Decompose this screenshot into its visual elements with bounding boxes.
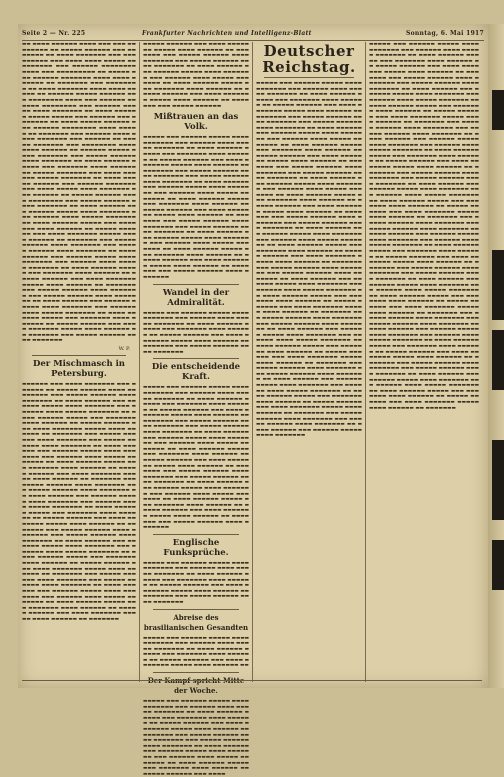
article-text: ▬▬▬▬▬ ▬▬▬ ▬▬▬▬▬▬ ▬▬▬▬▬ ▬▬▬▬ ▬▬▬▬▬▬▬ ▬▬▬ ▬▬▬▬▬▬ ▬▬▬▬ ▬▬▬▬▬ ▬▬▬▬▬▬▬ ▬▬ ▬▬▬▬ ▬▬▬▬▬▬ ▬▬▬▬▬ ▬▬▬ ▬▬▬▬▬▬▬ ▬▬▬▬ ▬▬▬▬▬▬ ▬▬ ▬▬▬▬▬ ▬▬▬▬▬▬ ▬▬▬ ▬▬▬▬ ▬▬▬▬▬▬▬ ▬▬▬▬▬ ▬▬▬▬ ▬▬▬▬▬▬ ▬▬ ▬▬▬▬▬▬▬ ▬▬▬ ▬▬▬▬▬ ▬▬▬▬▬▬ ▬▬▬▬ ▬▬▬▬▬▬▬ ▬▬▬ ▬▬▬▬▬ ▬▬▬▬▬▬ ▬▬▬▬ ▬▬▬▬▬▬▬ ▬▬ ▬▬▬▬ ▬▬▬▬▬▬ ▬▬▬ ▬▬▬▬▬▬ ▬▬▬▬▬ ▬▬▬▬ ▬▬▬▬▬▬▬ ▬▬▬ ▬▬▬▬▬▬ ▬▬▬▬ ▬▬▬▬▬ ▬▬▬▬▬▬▬ ▬▬ ▬▬▬▬ ▬▬▬▬▬▬ ▬▬▬▬▬ ▬▬▬ ▬▬▬▬▬▬▬ ▬▬▬▬ ▬▬▬▬▬▬ ▬▬ ▬▬▬▬▬ ▬▬▬▬▬▬ ▬▬▬ ▬▬▬▬ — [143, 699, 249, 777]
edge-mark — [492, 250, 504, 320]
column-rule — [139, 42, 140, 682]
headline-funk: Englische Funksprüche. — [163, 537, 229, 558]
headline-kraft: Die entscheidende Kraft. — [151, 362, 241, 383]
page-header — [22, 30, 484, 41]
article-signature: W. P. — [118, 346, 130, 353]
article-text: ▬▬▬▬▬ ▬▬▬ ▬▬▬▬▬▬ ▬▬▬▬▬ ▬▬▬▬ ▬▬▬▬▬▬▬ ▬▬▬ ▬▬▬▬▬▬ ▬▬▬▬ ▬▬▬▬▬ ▬▬▬▬▬▬▬ ▬▬ ▬▬▬▬ ▬▬▬▬▬▬ ▬▬▬▬▬ ▬▬▬ ▬▬▬▬▬▬▬ ▬▬▬▬ ▬▬▬▬▬▬ ▬▬ ▬▬▬▬▬ ▬▬▬▬▬▬ ▬▬▬ ▬▬▬▬ ▬▬▬▬▬▬▬ ▬▬▬▬▬ ▬▬▬▬ ▬▬▬▬▬▬ ▬▬ ▬▬▬▬▬▬▬ ▬▬▬ ▬▬▬▬▬ ▬▬▬▬▬▬ ▬▬▬▬ ▬▬▬▬▬▬▬ ▬▬▬ ▬▬▬▬▬ ▬▬▬▬▬▬ ▬▬▬▬ ▬▬▬▬▬▬▬ ▬▬ ▬▬▬▬ ▬▬▬▬▬▬ ▬▬▬ ▬▬▬▬▬▬ ▬▬▬▬▬ ▬▬▬▬ ▬▬▬▬▬▬▬ ▬▬▬ ▬▬▬▬▬▬ ▬▬▬▬ ▬▬▬▬▬ ▬▬▬▬▬▬▬ ▬▬ ▬▬▬▬ ▬▬▬▬▬▬ ▬▬▬▬▬ ▬▬▬ ▬▬▬▬▬▬▬ ▬▬▬▬ ▬▬▬▬▬▬ ▬▬ ▬▬▬▬▬ ▬▬▬▬▬▬ ▬▬▬ ▬▬▬▬ ▬▬▬▬▬▬▬ ▬▬▬▬▬ ▬▬▬▬ ▬▬▬▬▬▬ ▬▬ ▬▬▬▬▬▬▬ ▬▬▬ ▬▬▬▬▬ ▬▬▬▬▬▬ ▬▬▬▬ ▬▬▬▬▬▬▬ ▬▬▬ ▬▬▬▬▬ ▬▬▬▬▬▬ ▬▬▬▬ ▬▬▬▬▬▬▬ ▬▬ ▬▬▬▬ ▬▬▬▬▬▬ ▬▬▬ ▬▬▬▬▬▬ ▬▬▬▬▬ ▬▬▬▬ ▬▬▬▬▬▬▬ ▬▬▬ ▬▬▬▬▬▬ ▬▬▬▬ ▬▬▬▬▬ ▬▬▬▬▬▬▬ ▬▬ ▬▬▬▬ ▬▬▬▬▬▬ ▬▬▬▬▬ ▬▬▬ ▬▬▬▬▬▬▬ ▬▬▬▬ ▬▬▬▬▬▬ ▬▬ ▬▬▬▬▬ ▬▬▬▬▬▬ ▬▬▬ ▬▬▬▬ ▬▬▬▬▬▬▬ ▬▬▬▬▬ ▬▬▬▬ ▬▬▬▬▬▬ ▬▬ ▬▬▬▬▬▬▬ ▬▬▬ ▬▬▬▬▬ ▬▬▬▬▬▬ ▬▬▬▬ ▬▬▬▬▬▬▬ ▬▬▬ ▬▬▬▬▬ ▬▬▬▬▬▬ ▬▬▬▬ ▬▬▬▬▬▬▬ ▬▬ ▬▬▬▬ ▬▬▬▬▬▬ ▬▬▬ ▬▬▬▬▬▬ ▬▬▬▬▬ ▬▬▬▬ ▬▬▬▬▬▬▬ ▬▬▬ ▬▬▬▬▬▬ ▬▬▬▬ ▬▬▬▬▬ ▬▬▬▬▬▬▬ ▬▬ ▬▬▬▬ ▬▬▬▬▬▬ ▬▬▬▬▬ ▬▬▬ ▬▬▬▬▬▬▬ ▬▬▬▬ ▬▬▬▬▬▬ ▬▬ ▬▬▬▬▬ ▬▬▬▬▬▬ ▬▬▬ ▬▬▬▬ ▬▬▬▬▬▬▬ ▬▬▬▬▬ ▬▬▬▬ ▬▬▬▬▬▬ ▬▬ ▬▬▬▬▬▬▬ ▬▬▬ ▬▬▬▬▬ ▬▬▬▬▬▬ ▬▬▬▬ ▬▬▬▬▬▬▬ ▬▬▬ ▬▬▬▬▬ ▬▬▬▬▬▬ ▬▬▬▬ ▬▬▬▬▬▬▬ ▬▬ ▬▬▬▬ ▬▬▬▬▬▬ ▬▬▬ ▬▬▬▬▬▬ ▬▬▬▬▬ ▬▬▬▬ ▬▬▬▬▬▬▬ ▬▬▬ ▬▬▬▬▬▬ ▬▬▬▬ ▬▬▬▬▬ ▬▬▬▬▬▬▬ ▬▬ ▬▬▬▬ ▬▬▬▬▬▬ ▬▬▬▬▬ ▬▬▬ ▬▬▬▬▬▬▬ ▬▬▬▬ ▬▬▬▬▬▬ ▬▬ ▬▬▬▬▬ ▬▬▬▬▬▬ ▬▬▬ ▬▬▬▬ ▬▬▬▬▬▬▬ ▬▬▬▬▬ ▬▬▬▬ ▬▬▬▬▬▬ ▬▬ ▬▬▬▬▬▬▬ ▬▬▬ ▬▬▬▬▬ ▬▬▬▬▬▬ ▬▬▬▬ ▬▬▬▬▬▬▬ ▬▬▬ ▬▬▬▬▬ ▬▬▬▬▬▬ ▬▬▬▬ ▬▬▬▬▬▬▬ ▬▬ ▬▬▬▬ ▬▬▬▬▬▬ ▬▬▬ ▬▬▬▬▬▬ ▬▬▬▬▬ ▬▬▬▬ ▬▬▬▬▬▬▬ ▬▬▬ ▬▬▬▬▬▬ ▬▬▬▬ ▬▬▬▬▬ ▬▬▬▬▬▬▬ ▬▬ ▬▬▬▬ ▬▬▬▬▬▬ ▬▬▬▬▬ ▬▬▬ ▬▬▬▬▬▬▬ ▬▬▬▬ ▬▬▬▬▬▬ ▬▬ ▬▬▬▬▬ ▬▬▬▬▬▬ ▬▬▬ ▬▬▬▬ ▬▬▬▬▬▬▬ ▬▬▬▬▬ ▬▬▬▬ ▬▬▬▬▬▬ ▬▬ ▬▬▬▬▬▬▬ ▬▬▬ ▬▬▬▬▬ ▬▬▬▬▬▬ ▬▬▬▬ ▬▬▬▬▬▬▬ ▬▬▬ ▬▬▬▬▬ ▬▬▬▬▬▬ ▬▬▬▬ ▬▬▬▬▬▬▬ ▬▬ ▬▬▬▬ ▬▬▬▬▬▬ ▬▬▬ ▬▬▬▬▬▬ ▬▬▬▬▬ ▬▬▬▬ ▬▬▬▬▬▬▬ ▬▬▬ ▬▬▬▬▬▬ ▬▬▬▬ ▬▬▬▬▬ ▬▬▬▬▬▬▬ ▬▬ ▬▬▬▬ ▬▬▬▬▬▬ ▬▬▬▬▬ ▬▬▬ ▬▬▬▬▬▬▬ ▬▬▬▬ ▬▬▬▬▬▬ ▬▬ ▬▬▬▬▬ ▬▬▬▬▬▬ ▬▬▬ ▬▬▬▬ ▬▬▬▬▬▬▬ ▬▬▬▬▬ ▬▬▬▬ ▬▬▬▬▬▬ ▬▬ ▬▬▬▬▬▬▬ ▬▬▬ ▬▬▬▬▬ ▬▬▬▬▬▬ ▬▬▬▬ ▬▬▬▬▬▬▬ ▬▬▬ ▬▬▬▬▬ ▬▬▬▬▬▬ ▬▬▬▬ ▬▬▬▬▬▬▬ ▬▬ ▬▬▬▬ ▬▬▬▬▬▬ ▬▬▬ ▬▬▬▬▬▬ ▬▬▬▬▬ ▬▬▬▬ ▬▬▬▬▬▬▬ — [256, 81, 362, 439]
header-page-number: Seite 2 — Nr. 225 — [22, 30, 86, 37]
edge-mark — [492, 440, 504, 520]
column-rule — [365, 42, 366, 682]
divider — [153, 609, 239, 610]
header-date: Sonntag, 6. Mai 1917 — [405, 30, 484, 37]
headline-reichstag: Deutscher Reichstag. — [262, 42, 356, 76]
edge-mark — [492, 330, 504, 390]
column-3 — [256, 42, 362, 678]
header-masthead: Frankfurter Nachrichten und Intelligenz-Blatt — [142, 30, 312, 37]
article-text: ▬▬▬▬▬▬ ▬▬▬ ▬▬▬▬ ▬▬▬▬▬▬▬ ▬▬▬ ▬▬▬▬▬▬ ▬▬ ▬▬▬▬▬ ▬▬▬▬▬▬ ▬▬▬▬ ▬▬▬▬▬▬▬▬ ▬▬▬ ▬▬▬▬▬ ▬▬▬▬▬▬ ▬▬▬▬ ▬▬▬▬▬▬▬ ▬▬ ▬▬▬▬ ▬▬▬▬▬▬ ▬▬▬ ▬▬▬▬▬▬ ▬▬▬▬▬ ▬▬▬▬ ▬▬▬▬▬▬▬ ▬▬▬ ▬▬▬▬▬▬ ▬▬▬▬ ▬▬▬▬▬ ▬▬▬▬▬▬▬ ▬▬ ▬▬▬▬ ▬▬▬▬▬▬ ▬▬▬▬▬ ▬▬▬ ▬▬▬▬▬▬▬ ▬▬▬▬ ▬▬▬▬▬▬ ▬▬ ▬▬▬▬▬ ▬▬▬▬▬▬ ▬▬▬ ▬▬▬▬ ▬▬▬▬▬▬▬ ▬▬▬▬▬ ▬▬▬▬ ▬▬▬▬▬▬ ▬▬ ▬▬▬▬▬▬▬ ▬▬▬ ▬▬▬▬▬ ▬▬▬▬▬▬ ▬▬▬▬ ▬▬▬▬▬▬▬ ▬▬▬ ▬▬▬▬▬ ▬▬▬▬▬▬ ▬▬▬▬ ▬▬▬▬▬▬▬ ▬▬ ▬▬▬▬ ▬▬▬▬▬▬ ▬▬▬ ▬▬▬▬▬▬ ▬▬▬▬▬ ▬▬▬▬ ▬▬▬▬▬▬▬ ▬▬▬ ▬▬▬▬▬▬ ▬▬▬▬ ▬▬▬▬▬ ▬▬▬▬▬▬▬ ▬▬ ▬▬▬▬ ▬▬▬▬▬▬ ▬▬▬▬▬ ▬▬▬ ▬▬▬▬▬▬▬ ▬▬▬▬ ▬▬▬▬▬▬ ▬▬ ▬▬▬▬▬ ▬▬▬▬▬▬ ▬▬▬ ▬▬▬▬ ▬▬▬▬▬▬▬ ▬▬▬▬▬ ▬▬▬▬ ▬▬▬▬▬▬ ▬▬ ▬▬▬▬▬▬▬ ▬▬▬ ▬▬▬▬▬ ▬▬▬▬▬▬ ▬▬▬▬ ▬▬▬▬▬▬▬ ▬▬▬ ▬▬▬▬▬ ▬▬▬▬▬▬ ▬▬▬▬ ▬▬▬▬▬▬▬ ▬▬ ▬▬▬▬ ▬▬▬▬▬▬ ▬▬▬ ▬▬▬▬▬▬ ▬▬▬▬▬ ▬▬▬▬ ▬▬▬▬▬▬▬ ▬▬▬ ▬▬▬▬▬▬ ▬▬▬▬ ▬▬▬▬▬ ▬▬▬▬▬▬▬ ▬▬ ▬▬▬▬ ▬▬▬▬▬▬ ▬▬▬▬▬ ▬▬▬ ▬▬▬▬▬▬▬ ▬▬▬▬ ▬▬▬▬▬▬ ▬▬ ▬▬▬▬▬ ▬▬▬▬▬▬ ▬▬▬ ▬▬▬▬ ▬▬▬▬▬▬▬ ▬▬▬▬▬ ▬▬▬▬ ▬▬▬▬▬▬ ▬▬ ▬▬▬▬▬▬▬ ▬▬▬ ▬▬▬▬▬ ▬▬▬▬▬▬ ▬▬▬▬ ▬▬▬▬▬▬▬ ▬▬▬ ▬▬▬▬▬ ▬▬▬▬▬▬ ▬▬▬▬ ▬▬▬▬▬▬▬ ▬▬ ▬▬▬▬ ▬▬▬▬▬▬ ▬▬▬ ▬▬▬▬▬▬ ▬▬▬▬▬ ▬▬▬▬ ▬▬▬▬▬▬▬ ▬▬▬ ▬▬▬▬▬▬ ▬▬▬▬ ▬▬▬▬▬ ▬▬▬▬▬▬▬ ▬▬ ▬▬▬▬ ▬▬▬▬▬▬ ▬▬▬▬▬ ▬▬▬ ▬▬▬▬▬▬▬ ▬▬▬▬ ▬▬▬▬▬▬ ▬▬ ▬▬▬▬▬ ▬▬▬▬▬▬ ▬▬▬ ▬▬▬▬ ▬▬▬▬▬▬▬ ▬▬▬▬▬ ▬▬▬▬ ▬▬▬▬▬▬ ▬▬ ▬▬▬▬▬▬▬ ▬▬▬ ▬▬▬▬▬ ▬▬▬▬▬▬ ▬▬▬▬ ▬▬▬▬▬▬▬ ▬▬▬ ▬▬▬▬▬ ▬▬▬▬▬▬ ▬▬▬▬ ▬▬▬▬▬▬▬ ▬▬ ▬▬▬▬ ▬▬▬▬▬▬ ▬▬▬ ▬▬▬▬▬▬ ▬▬▬▬▬ ▬▬▬▬ ▬▬▬▬▬▬▬ ▬▬▬ ▬▬▬▬▬▬ ▬▬▬▬ ▬▬▬▬▬ ▬▬▬▬▬▬▬ ▬▬ ▬▬▬▬ ▬▬▬▬▬▬ ▬▬▬▬▬ ▬▬▬ ▬▬▬▬▬▬▬ ▬▬▬▬ ▬▬▬▬▬▬ ▬▬ ▬▬▬▬▬ ▬▬▬▬▬▬ ▬▬▬ ▬▬▬▬ ▬▬▬▬▬▬▬ ▬▬▬▬▬ ▬▬▬▬ ▬▬▬▬▬▬ ▬▬ ▬▬▬▬▬▬▬ — [22, 382, 136, 622]
column-1 — [22, 42, 136, 678]
headline-wandel: Wandel in der Admiralität. — [162, 287, 230, 308]
article-text: ▬▬▬▬▬ ▬▬▬▬▬▬ ▬▬▬ ▬▬▬▬ ▬▬▬▬▬▬▬ ▬▬▬▬▬ ▬▬▬▬ ▬▬▬▬▬▬ ▬▬ ▬▬▬▬▬▬▬ ▬▬▬ ▬▬▬▬▬ ▬▬▬▬▬▬ ▬▬▬▬ ▬▬▬▬▬▬▬ ▬▬▬ ▬▬▬▬▬ ▬▬▬▬▬▬ ▬▬▬▬ ▬▬▬▬▬▬▬ ▬▬ ▬▬▬▬ ▬▬▬▬▬▬ ▬▬▬ ▬▬▬▬▬▬ ▬▬▬▬▬ ▬▬▬▬ ▬▬▬▬▬▬▬ ▬▬▬ ▬▬▬▬▬▬ ▬▬▬▬ ▬▬▬▬▬ ▬▬▬▬▬▬▬ ▬▬ ▬▬▬▬ ▬▬▬▬▬▬ ▬▬▬▬▬ ▬▬▬ ▬▬▬▬▬▬▬ ▬▬▬▬ ▬▬▬▬▬▬ ▬▬ ▬▬▬▬▬ ▬▬▬▬▬▬ ▬▬▬ ▬▬▬▬ ▬▬▬▬▬▬▬ ▬▬▬▬▬ ▬▬▬▬ ▬▬▬▬▬▬ ▬▬ ▬▬▬▬▬▬▬ ▬▬▬ ▬▬▬▬▬ ▬▬▬▬▬▬ — [143, 42, 249, 109]
article-text: ▬▬▬▬▬ ▬▬▬ ▬▬▬▬▬▬ ▬▬▬▬▬ ▬▬▬▬ ▬▬▬▬▬▬▬ ▬▬▬ ▬▬▬▬▬▬ ▬▬▬▬ ▬▬▬▬▬ ▬▬▬▬▬▬▬ ▬▬ ▬▬▬▬ ▬▬▬▬▬▬ ▬▬▬▬▬ ▬▬▬ ▬▬▬▬▬▬▬ ▬▬▬▬ ▬▬▬▬▬▬ ▬▬ ▬▬▬▬▬ ▬▬▬▬▬▬ ▬▬▬ ▬▬▬▬ ▬▬▬▬▬▬▬ ▬▬▬▬▬ ▬▬▬▬ ▬▬▬▬▬▬ ▬▬ — [143, 635, 249, 669]
article-text: ▬▬▬▬▬ ▬▬▬ ▬▬▬▬▬▬ ▬▬▬▬▬ ▬▬▬▬ ▬▬▬▬▬▬▬ ▬▬▬ ▬▬▬▬▬▬ ▬▬▬▬ ▬▬▬▬▬ ▬▬▬▬▬▬▬ ▬▬ ▬▬▬▬ ▬▬▬▬▬▬ ▬▬▬▬▬ ▬▬▬ ▬▬▬▬▬▬▬ ▬▬▬▬ ▬▬▬▬▬▬ ▬▬ ▬▬▬▬▬ ▬▬▬▬▬▬ ▬▬▬ ▬▬▬▬ ▬▬▬▬▬▬▬ ▬▬▬▬▬ ▬▬▬▬ ▬▬▬▬▬▬ ▬▬ ▬▬▬▬▬▬▬ ▬▬▬ ▬▬▬▬▬ ▬▬▬▬▬▬ ▬▬▬▬ ▬▬▬▬▬▬▬ ▬▬▬ ▬▬▬▬▬ ▬▬▬▬▬▬ ▬▬▬▬ ▬▬▬▬▬▬▬ ▬▬ ▬▬▬▬ ▬▬▬▬▬▬ ▬▬▬ ▬▬▬▬▬▬ ▬▬▬▬▬ ▬▬▬▬ ▬▬▬▬▬▬▬ ▬▬▬ ▬▬▬▬▬▬ ▬▬▬▬ ▬▬▬▬▬ ▬▬▬▬▬▬▬ ▬▬ ▬▬▬▬ ▬▬▬▬▬▬ ▬▬▬▬▬ ▬▬▬ ▬▬▬▬▬▬▬ ▬▬▬▬ ▬▬▬▬▬▬ ▬▬ ▬▬▬▬▬ ▬▬▬▬▬▬ ▬▬▬ ▬▬▬▬ ▬▬▬▬▬▬▬ ▬▬▬▬▬ ▬▬▬▬ ▬▬▬▬▬▬ ▬▬ ▬▬▬▬▬▬▬ ▬▬▬ ▬▬▬▬▬ ▬▬▬▬▬▬ ▬▬▬▬ ▬▬▬▬▬▬▬ ▬▬▬ ▬▬▬▬▬ ▬▬▬▬▬▬ ▬▬▬▬ ▬▬▬▬▬▬▬ ▬▬ ▬▬▬▬ ▬▬▬▬▬▬ ▬▬▬ ▬▬▬▬▬▬ ▬▬▬▬▬ ▬▬▬▬ ▬▬▬▬▬▬▬ ▬▬▬ ▬▬▬▬▬▬ ▬▬▬▬ ▬▬▬▬▬ ▬▬▬▬▬▬▬ ▬▬ ▬▬▬▬ ▬▬▬▬▬▬ ▬▬▬▬▬ ▬▬▬ ▬▬▬▬▬▬▬ ▬▬▬▬ ▬▬▬▬▬▬ ▬▬ ▬▬▬▬▬ ▬▬▬▬▬▬ ▬▬▬ ▬▬▬▬ ▬▬▬▬▬▬▬ ▬▬▬▬▬ ▬▬▬▬ ▬▬▬▬▬▬ ▬▬ ▬▬▬▬▬▬▬ ▬▬▬ ▬▬▬▬▬ ▬▬▬▬▬▬ ▬▬▬▬ ▬▬▬▬▬▬▬ ▬▬▬ ▬▬▬▬▬ ▬▬▬▬▬▬ ▬▬▬▬ ▬▬▬▬▬▬▬ ▬▬ ▬▬▬▬ ▬▬▬▬▬▬ ▬▬▬ ▬▬▬▬▬▬ ▬▬▬▬▬ ▬▬▬▬ ▬▬▬▬▬▬▬ ▬▬▬ ▬▬▬▬▬▬ ▬▬▬▬ ▬▬▬▬▬ ▬▬▬▬▬▬▬ ▬▬ ▬▬▬▬ ▬▬▬▬▬▬ ▬▬▬▬▬ ▬▬▬ ▬▬▬▬▬▬▬ ▬▬▬▬ ▬▬▬▬▬▬ ▬▬ ▬▬▬▬▬ ▬▬▬▬▬▬ ▬▬▬ ▬▬▬▬ ▬▬▬▬▬▬▬ ▬▬▬▬▬ ▬▬▬▬ ▬▬▬▬▬▬ ▬▬ ▬▬▬▬▬▬▬ ▬▬▬ ▬▬▬▬▬ ▬▬▬▬▬▬ ▬▬▬▬ ▬▬▬▬▬▬▬ ▬▬▬ ▬▬▬▬▬ ▬▬▬▬▬▬ ▬▬▬▬ ▬▬▬▬▬▬▬ ▬▬ ▬▬▬▬ ▬▬▬▬▬▬ ▬▬▬ ▬▬▬▬▬▬ ▬▬▬▬▬ ▬▬▬▬ ▬▬▬▬▬▬▬ ▬▬▬ ▬▬▬▬▬▬ ▬▬▬▬ ▬▬▬▬▬ ▬▬▬▬▬▬▬ ▬▬ ▬▬▬▬ ▬▬▬▬▬▬ ▬▬▬▬▬ ▬▬▬ ▬▬▬▬▬▬▬ ▬▬▬▬ ▬▬▬▬▬▬ ▬▬ ▬▬▬▬▬ ▬▬▬▬▬▬ ▬▬▬ ▬▬▬▬ ▬▬▬▬▬▬▬ ▬▬▬▬▬ ▬▬▬▬ ▬▬▬▬▬▬ ▬▬ ▬▬▬▬▬▬▬ ▬▬▬ ▬▬▬▬▬ ▬▬▬▬▬▬ ▬▬▬▬ ▬▬▬▬▬▬▬ ▬▬▬ ▬▬▬▬▬ ▬▬▬▬▬▬ ▬▬▬▬ ▬▬▬▬▬▬▬ ▬▬ ▬▬▬▬ ▬▬▬▬▬▬ ▬▬▬ ▬▬▬▬▬▬ ▬▬▬▬▬ ▬▬▬▬ ▬▬▬▬▬▬▬ ▬▬▬ ▬▬▬▬▬▬ ▬▬▬▬ ▬▬▬▬▬ ▬▬▬▬▬▬▬ ▬▬ ▬▬▬▬ ▬▬▬▬▬▬ ▬▬▬▬▬ ▬▬▬ ▬▬▬▬▬▬▬ ▬▬▬▬ ▬▬▬▬▬▬ ▬▬ ▬▬▬▬▬ ▬▬▬▬▬▬ ▬▬▬ ▬▬▬▬ ▬▬▬▬▬▬▬ ▬▬▬▬▬ ▬▬▬▬ ▬▬▬▬▬▬ ▬▬ ▬▬▬▬▬▬▬ ▬▬▬ ▬▬▬▬▬ ▬▬▬▬▬▬ ▬▬▬▬ ▬▬▬▬▬▬▬ ▬▬▬ ▬▬▬▬▬ ▬▬▬▬▬▬ ▬▬▬▬ ▬▬▬▬▬▬▬ ▬▬ ▬▬▬▬ ▬▬▬▬▬▬ ▬▬▬ ▬▬▬▬▬▬ ▬▬▬▬▬ ▬▬▬▬ ▬▬▬▬▬▬▬ ▬▬▬ ▬▬▬▬▬▬ ▬▬▬▬ ▬▬▬▬▬ ▬▬▬▬▬▬▬ ▬▬ ▬▬▬▬ ▬▬▬▬▬▬ ▬▬▬▬▬ ▬▬▬ ▬▬▬▬▬▬▬ ▬▬▬▬ ▬▬▬▬▬▬ ▬▬ ▬▬▬▬▬ ▬▬▬▬▬▬ ▬▬▬ ▬▬▬▬ ▬▬▬▬▬▬▬ ▬▬▬▬▬ ▬▬▬▬ ▬▬▬▬▬▬ ▬▬ ▬▬▬▬▬▬▬ ▬▬▬ ▬▬▬▬▬ ▬▬▬▬▬▬ ▬▬▬▬ ▬▬▬▬▬▬▬ ▬▬▬ ▬▬▬▬▬ ▬▬▬▬▬▬ ▬▬▬▬ ▬▬▬▬▬▬▬ ▬▬ ▬▬▬▬ ▬▬▬▬▬▬ ▬▬▬ ▬▬▬▬▬▬ ▬▬▬▬▬ ▬▬▬▬ ▬▬▬▬▬▬▬ ▬▬▬ ▬▬▬▬▬▬ ▬▬▬▬ ▬▬▬▬▬ ▬▬▬▬▬▬▬ ▬▬ ▬▬▬▬ ▬▬▬▬▬▬ ▬▬▬▬▬ ▬▬▬ ▬▬▬▬▬▬▬ ▬▬▬▬ ▬▬▬▬▬▬ ▬▬ ▬▬▬▬▬ ▬▬▬▬▬▬ ▬▬▬ ▬▬▬▬ ▬▬▬▬▬▬▬ ▬▬▬▬▬ ▬▬▬▬ ▬▬▬▬▬▬ ▬▬ ▬▬▬▬▬▬▬ — [369, 42, 480, 411]
divider — [32, 355, 126, 356]
divider — [264, 77, 354, 78]
divider — [153, 672, 239, 673]
column-rule — [252, 42, 253, 682]
headline-mischmasch: Der Mischmasch in Petersburg. — [32, 359, 125, 380]
headline-mistrauen: Mißtrauen an das Volk. — [153, 112, 239, 133]
edge-mark — [492, 540, 504, 590]
article-text: ▬▬▬▬▬ ▬▬▬ ▬▬▬▬▬▬ ▬▬▬▬▬ ▬▬▬▬ ▬▬▬▬▬▬▬ ▬▬▬ ▬▬▬▬▬▬ ▬▬▬▬ ▬▬▬▬▬ ▬▬▬▬▬▬▬ ▬▬ ▬▬▬▬ ▬▬▬▬▬▬ ▬▬▬▬▬ ▬▬▬ ▬▬▬▬▬▬▬ ▬▬▬▬ ▬▬▬▬▬▬ ▬▬ ▬▬▬▬▬ ▬▬▬▬▬▬ ▬▬▬ ▬▬▬▬ ▬▬▬▬▬▬▬ ▬▬▬▬▬ ▬▬▬▬ ▬▬▬▬▬▬ ▬▬ ▬▬▬▬▬▬▬ ▬▬▬ ▬▬▬▬▬ ▬▬▬▬▬▬ ▬▬▬▬ ▬▬▬▬▬▬▬ ▬▬▬ ▬▬▬▬▬ ▬▬▬▬▬▬ ▬▬▬▬ ▬▬▬▬▬▬▬ ▬▬ ▬▬▬▬ ▬▬▬▬▬▬ ▬▬▬ ▬▬▬▬▬▬ ▬▬▬▬▬ ▬▬▬▬ ▬▬▬▬▬▬▬ ▬▬▬ ▬▬▬▬▬▬ ▬▬▬▬ ▬▬▬▬▬ ▬▬▬▬▬▬▬ ▬▬ ▬▬▬▬ ▬▬▬▬▬▬ ▬▬▬▬▬ ▬▬▬ ▬▬▬▬▬▬▬ ▬▬▬▬ ▬▬▬▬▬▬ ▬▬ ▬▬▬▬▬ ▬▬▬▬▬▬ ▬▬▬ ▬▬▬▬ ▬▬▬▬▬▬▬ ▬▬▬▬▬ ▬▬▬▬ ▬▬▬▬▬▬ ▬▬ ▬▬▬▬▬▬▬ ▬▬▬ ▬▬▬▬▬ ▬▬▬▬▬▬ ▬▬▬▬ ▬▬▬▬▬▬▬ ▬▬▬ ▬▬▬▬▬ ▬▬▬▬▬▬ ▬▬▬▬ ▬▬▬▬▬▬▬ ▬▬ ▬▬▬▬ ▬▬▬▬▬▬ ▬▬▬ ▬▬▬▬▬▬ ▬▬▬▬▬ ▬▬▬▬ ▬▬▬▬▬▬▬ ▬▬▬ ▬▬▬▬▬▬ ▬▬▬▬ ▬▬▬▬▬ ▬▬▬▬▬▬▬ ▬▬ ▬▬▬▬ ▬▬▬▬▬▬ ▬▬▬▬▬ ▬▬▬ ▬▬▬▬▬▬▬ ▬▬▬▬ ▬▬▬▬▬▬ ▬▬ ▬▬▬▬▬ ▬▬▬▬▬▬ ▬▬▬ ▬▬▬▬ ▬▬▬▬▬▬▬ ▬▬▬▬▬ ▬▬▬▬ ▬▬▬▬▬▬ ▬▬ ▬▬▬▬▬▬▬ ▬▬▬ ▬▬▬▬▬ ▬▬▬▬▬▬ ▬▬▬▬ ▬▬▬▬▬▬▬ — [143, 135, 249, 280]
article-text: ▬▬▬▬▬ ▬▬▬ ▬▬▬▬▬▬ ▬▬▬▬▬ ▬▬▬▬ ▬▬▬▬▬▬▬ ▬▬▬ ▬▬▬▬▬▬ ▬▬▬▬ ▬▬▬▬▬ ▬▬▬▬▬▬▬ ▬▬ ▬▬▬▬ ▬▬▬▬▬▬ ▬▬▬▬▬ ▬▬▬ ▬▬▬▬▬▬▬ ▬▬▬▬ ▬▬▬▬▬▬ ▬▬ ▬▬▬▬▬ ▬▬▬▬▬▬ ▬▬▬ ▬▬▬▬ ▬▬▬▬▬▬▬ ▬▬▬▬▬ ▬▬▬▬ ▬▬▬▬▬▬ ▬▬ ▬▬▬▬▬▬▬ ▬▬▬ ▬▬▬▬▬ ▬▬▬▬▬▬ ▬▬▬▬ ▬▬▬▬▬▬▬ — [143, 310, 249, 355]
column-4 — [369, 42, 479, 678]
article-text: ▬▬ ▬▬▬▬ ▬▬▬▬▬▬ ▬▬▬▬ ▬▬▬ ▬▬▬ ▬▬▬▬▬▬▬▬ ▬▬ ▬▬▬▬▬ ▬▬▬▬▬▬ ▬▬▬ ▬▬▬▬▬▬▬ ▬▬ ▬▬▬▬ ▬▬▬▬▬▬▬ ▬▬▬ ▬▬▬▬▬▬▬▬▬ ▬▬▬ ▬▬▬▬ ▬▬▬▬ ▬▬▬▬▬ ▬▬ ▬▬▬▬▬▬▬ ▬▬▬ ▬▬▬▬▬▬ ▬▬▬▬▬▬▬▬ ▬▬▬▬ ▬▬▬ ▬▬▬▬▬▬▬▬▬ ▬▬ ▬▬▬▬▬ ▬▬▬ ▬▬▬▬▬▬ ▬▬▬▬▬▬▬ ▬▬▬▬ ▬▬▬▬ ▬▬▬▬▬▬ ▬▬ ▬▬▬▬▬▬▬ ▬▬▬ ▬▬▬▬▬▬▬▬ ▬▬ ▬▬▬▬ ▬▬▬▬▬▬▬ ▬▬▬▬ ▬▬▬▬ ▬▬▬▬▬ ▬▬ ▬▬▬▬▬▬ ▬▬▬▬▬ ▬▬▬▬▬▬ ▬▬▬ ▬▬▬▬▬▬▬▬ ▬▬▬▬ ▬▬▬ ▬▬▬▬▬▬ ▬▬ ▬▬▬▬ ▬▬▬▬▬▬▬▬ ▬▬▬ ▬▬▬▬▬▬ ▬▬▬▬▬ ▬▬▬▬ ▬▬▬▬▬▬▬ ▬▬ ▬▬▬▬ ▬▬▬▬▬▬ ▬▬▬▬▬ ▬▬▬▬▬ ▬▬▬ ▬▬▬▬▬▬ ▬▬▬ ▬▬▬▬▬▬▬ ▬▬ ▬▬▬▬ ▬▬▬▬▬ ▬▬▬▬▬▬ ▬▬▬ ▬▬▬▬▬▬ ▬▬▬▬▬▬▬▬ ▬▬▬▬ ▬▬▬▬▬ ▬▬ ▬▬▬▬▬▬▬ ▬▬▬ ▬▬▬▬▬▬ ▬▬▬▬ ▬▬▬▬ ▬▬▬▬▬▬▬ ▬▬▬ ▬▬▬▬▬▬ ▬▬ ▬▬▬▬▬ ▬▬▬▬▬▬▬ ▬▬▬ ▬▬▬▬▬▬▬▬ ▬▬▬▬ ▬▬▬▬ ▬▬▬▬▬▬ ▬▬ ▬▬▬▬▬▬ ▬▬▬▬▬ ▬▬▬▬ ▬▬▬▬▬▬▬ ▬▬▬ ▬▬▬▬▬ ▬▬▬▬▬▬ ▬▬▬▬ ▬▬▬▬▬▬▬ ▬▬ ▬▬▬▬ ▬▬▬▬▬▬ ▬▬▬▬▬ ▬▬▬ ▬▬▬▬▬▬▬ ▬▬▬▬ ▬▬▬▬▬▬ ▬▬ ▬▬▬▬▬ ▬▬▬▬▬▬▬ ▬▬▬ ▬▬▬▬ ▬▬▬▬▬▬ ▬▬▬▬▬ ▬▬▬▬▬▬▬ ▬▬ ▬▬▬▬ ▬▬▬▬▬ ▬▬▬▬▬▬ ▬▬▬ ▬▬▬▬▬▬ ▬▬▬▬▬▬▬ ▬▬▬ ▬▬▬▬ ▬▬▬▬▬ ▬▬▬▬ ▬▬▬▬▬▬▬ ▬▬▬ ▬▬▬▬▬▬ ▬▬ ▬▬▬▬▬ ▬▬▬▬▬▬ ▬▬▬▬ ▬▬▬▬▬▬▬▬ ▬▬▬ ▬▬▬▬▬ ▬▬▬▬▬▬ ▬▬▬▬ ▬▬▬▬▬▬▬ ▬▬ ▬▬▬▬ ▬▬▬▬▬▬ ▬▬▬ ▬▬▬▬▬▬ ▬▬▬▬▬ ▬▬▬▬ ▬▬▬▬▬▬▬ ▬▬▬ ▬▬▬▬▬▬ ▬▬▬▬ ▬▬▬▬▬ ▬▬▬▬▬▬▬ ▬▬ ▬▬▬▬ ▬▬▬▬▬▬ ▬▬▬▬▬ ▬▬▬ ▬▬▬▬▬▬▬ ▬▬▬▬ ▬▬▬▬▬▬ ▬▬ ▬▬▬▬▬ ▬▬▬▬▬▬ ▬▬▬ ▬▬▬▬ ▬▬▬▬▬▬▬ ▬▬▬▬▬ ▬▬▬▬ ▬▬▬▬▬▬ ▬▬ ▬▬▬▬▬▬▬ ▬▬▬ ▬▬▬▬▬ ▬▬▬▬▬▬ ▬▬▬▬ ▬▬▬▬▬▬▬ ▬▬▬ ▬▬▬▬▬ ▬▬▬▬▬▬ ▬▬▬▬ ▬▬▬▬▬▬▬ ▬▬ ▬▬▬▬ ▬▬▬▬▬▬ ▬▬▬ ▬▬▬▬▬▬ ▬▬▬▬▬ ▬▬▬▬ ▬▬▬▬▬▬▬ ▬▬▬ ▬▬▬▬▬▬ ▬▬▬▬ ▬▬▬▬▬ ▬▬▬▬▬▬▬ ▬▬ ▬▬▬▬ ▬▬▬▬▬▬ ▬▬▬▬▬ ▬▬▬ ▬▬▬▬▬▬▬ ▬▬▬▬ ▬▬▬▬▬▬ ▬▬ ▬▬▬▬▬ ▬▬▬▬▬▬ ▬▬▬ ▬▬▬▬ ▬▬▬▬▬▬▬ ▬▬▬▬▬ ▬▬▬▬ ▬▬▬▬▬▬ ▬▬ ▬▬▬▬▬▬▬ ▬▬▬ ▬▬▬▬▬ ▬▬▬▬▬▬ ▬▬▬▬ ▬▬▬▬▬▬▬ ▬▬▬ ▬▬▬▬▬ ▬▬▬▬▬▬ ▬▬▬▬ ▬▬▬▬▬▬▬ ▬▬ ▬▬▬▬ ▬▬▬▬▬▬ ▬▬▬ ▬▬▬▬▬▬ ▬▬▬▬▬ ▬▬▬▬ ▬▬▬▬▬▬▬ ▬▬▬ ▬▬▬▬▬▬ ▬▬▬▬ ▬▬▬▬▬ ▬▬▬▬▬▬▬ ▬▬ ▬▬▬▬ ▬▬▬▬▬▬ ▬▬▬▬▬ ▬▬▬ ▬▬▬▬▬▬▬ ▬▬▬▬ ▬▬▬▬▬▬ ▬▬ ▬▬▬▬▬ ▬▬▬▬▬▬ ▬▬▬ ▬▬▬▬ ▬▬▬▬▬▬▬ ▬▬▬▬▬ ▬▬▬▬ ▬▬▬▬▬▬ ▬▬ ▬▬▬▬▬▬▬ ▬▬▬ ▬▬▬▬▬ ▬▬▬▬▬▬ ▬▬▬▬ ▬▬▬▬▬▬▬ — [22, 42, 136, 344]
bottom-rule — [22, 680, 482, 681]
headline-botschafter: Abreise des brasilianischen Gesandten — [143, 612, 249, 632]
article-text: ▬▬▬▬▬ ▬▬▬ ▬▬▬▬▬▬ ▬▬▬▬▬ ▬▬▬▬ ▬▬▬▬▬▬▬ ▬▬▬ ▬▬▬▬▬▬ ▬▬▬▬ ▬▬▬▬▬ ▬▬▬▬▬▬▬ ▬▬ ▬▬▬▬ ▬▬▬▬▬▬ ▬▬▬▬▬ ▬▬▬ ▬▬▬▬▬▬▬ ▬▬▬▬ ▬▬▬▬▬▬ ▬▬ ▬▬▬▬▬ ▬▬▬▬▬▬ ▬▬▬ ▬▬▬▬ ▬▬▬▬▬▬▬ ▬▬▬▬▬ ▬▬▬▬ ▬▬▬▬▬▬ ▬▬ ▬▬▬▬▬▬▬ ▬▬▬ ▬▬▬▬▬ ▬▬▬▬▬▬ ▬▬▬▬ ▬▬▬▬▬▬▬ ▬▬▬ ▬▬▬▬▬ ▬▬▬▬▬▬ ▬▬▬▬ ▬▬▬▬▬▬▬ ▬▬ ▬▬▬▬ ▬▬▬▬▬▬ ▬▬▬ ▬▬▬▬▬▬ ▬▬▬▬▬ ▬▬▬▬ ▬▬▬▬▬▬▬ ▬▬▬ ▬▬▬▬▬▬ ▬▬▬▬ ▬▬▬▬▬ ▬▬▬▬▬▬▬ ▬▬ ▬▬▬▬ ▬▬▬▬▬▬ ▬▬▬▬▬ ▬▬▬ ▬▬▬▬▬▬▬ ▬▬▬▬ ▬▬▬▬▬▬ ▬▬ ▬▬▬▬▬ ▬▬▬▬▬▬ ▬▬▬ ▬▬▬▬ ▬▬▬▬▬▬▬ ▬▬▬▬▬ ▬▬▬▬ ▬▬▬▬▬▬ ▬▬ ▬▬▬▬▬▬▬ ▬▬▬ ▬▬▬▬▬ ▬▬▬▬▬▬ ▬▬▬▬ ▬▬▬▬▬▬▬ ▬▬▬ ▬▬▬▬▬ ▬▬▬▬▬▬ ▬▬▬▬ ▬▬▬▬▬▬▬ ▬▬ ▬▬▬▬ ▬▬▬▬▬▬ ▬▬▬ ▬▬▬▬▬▬ ▬▬▬▬▬ ▬▬▬▬ ▬▬▬▬▬▬▬ ▬▬▬ ▬▬▬▬▬▬ ▬▬▬▬ ▬▬▬▬▬ ▬▬▬▬▬▬▬ ▬▬ ▬▬▬▬ ▬▬▬▬▬▬ ▬▬▬▬▬ ▬▬▬ ▬▬▬▬▬▬▬ ▬▬▬▬ ▬▬▬▬▬▬ ▬▬ ▬▬▬▬▬ ▬▬▬▬▬▬ ▬▬▬ ▬▬▬▬ ▬▬▬▬▬▬▬ ▬▬▬▬▬ ▬▬▬▬ ▬▬▬▬▬▬ ▬▬ ▬▬▬▬▬▬▬ ▬▬▬ ▬▬▬▬▬ ▬▬▬▬▬▬ ▬▬▬▬ ▬▬▬▬▬▬▬ — [143, 385, 249, 531]
edge-mark — [492, 90, 504, 130]
divider — [153, 284, 239, 285]
divider — [153, 534, 239, 535]
column-2 — [143, 42, 249, 777]
article-text: ▬▬▬▬▬ ▬▬▬ ▬▬▬▬▬▬ ▬▬▬▬▬ ▬▬▬▬ ▬▬▬▬▬▬▬ ▬▬▬ ▬▬▬▬▬▬ ▬▬▬▬ ▬▬▬▬▬ ▬▬▬▬▬▬▬ ▬▬ ▬▬▬▬ ▬▬▬▬▬▬ ▬▬▬▬▬ ▬▬▬ ▬▬▬▬▬▬▬ ▬▬▬▬ ▬▬▬▬▬▬ ▬▬ ▬▬▬▬▬ ▬▬▬▬▬▬ ▬▬▬ ▬▬▬▬ ▬▬▬▬▬▬▬ ▬▬▬▬▬ ▬▬▬▬ ▬▬▬▬▬▬ ▬▬ ▬▬▬▬▬▬▬ ▬▬▬ ▬▬▬▬▬ ▬▬▬▬▬▬ ▬▬▬▬ ▬▬▬▬▬▬▬ — [143, 560, 249, 605]
divider — [153, 358, 239, 359]
headline-kampf: der Woche. — [174, 686, 218, 696]
